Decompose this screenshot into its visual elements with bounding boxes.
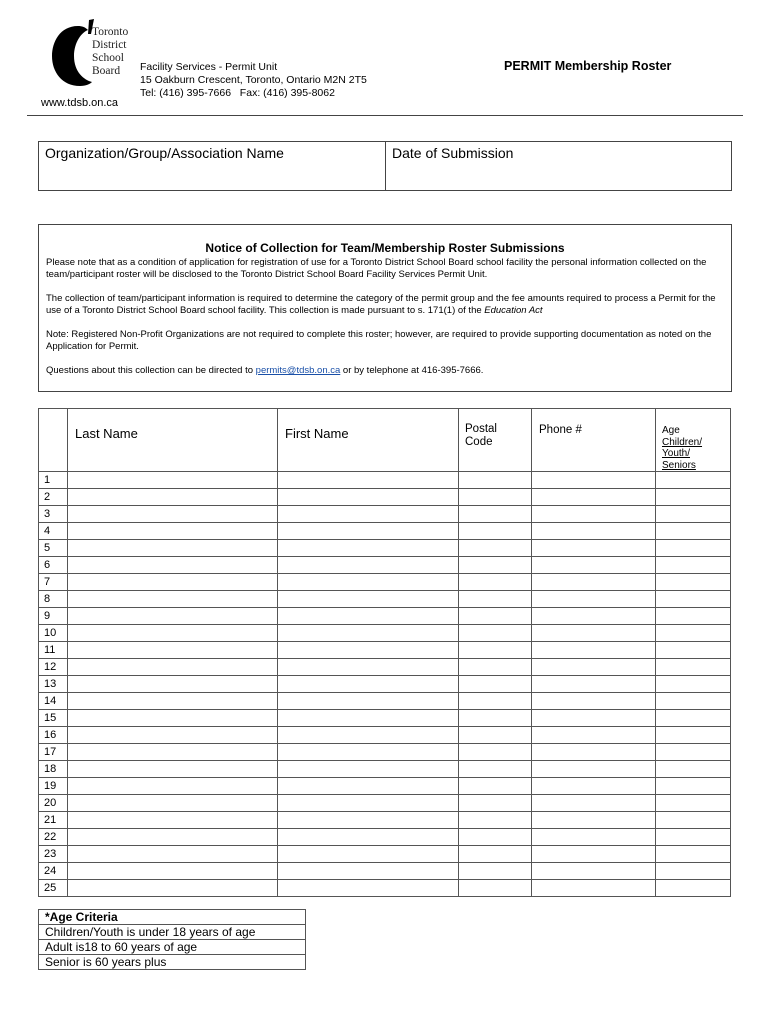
notice-paragraph-2-text: The collection of team/participant information is required to determine the category of the permit group and the fee amounts required to process a Permit for the use of a Toronto District School Board school facility. This collection is made pursuant to s. 171(1) of the <box>46 293 716 316</box>
table-row <box>39 659 731 676</box>
first-name-cell[interactable] <box>278 472 459 489</box>
age-cell[interactable] <box>656 761 731 778</box>
row-number: 4 <box>39 523 68 540</box>
first-name-cell[interactable] <box>278 574 459 591</box>
last-name-cell[interactable] <box>68 778 278 795</box>
row-number: 13 <box>39 676 68 693</box>
membership-roster-table <box>38 408 731 897</box>
postal-code-cell[interactable] <box>459 523 532 540</box>
row-number: 22 <box>39 829 68 846</box>
logo-wordmark <box>92 26 128 78</box>
last-name-cell[interactable] <box>68 540 278 557</box>
postal-code-cell[interactable] <box>459 642 532 659</box>
age-cell[interactable] <box>656 506 731 523</box>
notice-paragraph-1: Please note that as a condition of application for registration of use for a Toronto District School Board school facility the personal information collected on the team/participant roster will be disclosed to the Toronto District School Board Facility Services Permit Unit. <box>46 257 707 280</box>
first-name-cell[interactable] <box>278 676 459 693</box>
last-name-cell[interactable] <box>68 795 278 812</box>
age-cell[interactable] <box>656 795 731 812</box>
age-cell[interactable] <box>656 846 731 863</box>
first-name-cell[interactable] <box>278 710 459 727</box>
age-cell[interactable] <box>656 489 731 506</box>
age-cell[interactable] <box>656 863 731 880</box>
first-name-cell[interactable] <box>278 795 459 812</box>
row-number: 14 <box>39 693 68 710</box>
age-criteria-table <box>38 909 306 970</box>
notice-paragraph-4-text: Questions about this collection can be directed to <box>46 365 256 376</box>
phone-cell[interactable] <box>532 574 656 591</box>
first-name-cell[interactable] <box>278 591 459 608</box>
table-row <box>39 506 731 523</box>
notice-paragraph-3: Note: Registered Non-Profit Organizations are not required to complete this roster; however, are required to provide supporting documentation as noted on the Application for Permit. <box>46 329 712 352</box>
table-row <box>39 863 731 880</box>
first-name-cell[interactable] <box>278 846 459 863</box>
postal-code-cell[interactable] <box>459 659 532 676</box>
last-name-cell[interactable] <box>68 761 278 778</box>
table-row <box>39 642 731 659</box>
age-criteria-children: Children/Youth is under 18 years of age <box>39 925 306 940</box>
phone-cell[interactable] <box>532 642 656 659</box>
first-name-cell[interactable] <box>278 880 459 897</box>
last-name-cell[interactable] <box>68 625 278 642</box>
last-name-cell[interactable] <box>68 489 278 506</box>
age-cell[interactable] <box>656 693 731 710</box>
age-cell[interactable] <box>656 676 731 693</box>
postal-code-cell[interactable] <box>459 846 532 863</box>
row-number: 21 <box>39 812 68 829</box>
address-line-3: Tel: (416) 395-7666 Fax: (416) 395-8062 <box>140 87 335 99</box>
table-row <box>39 795 731 812</box>
age-cell[interactable] <box>656 710 731 727</box>
age-cell[interactable] <box>656 812 731 829</box>
age-criteria-adult: Adult is18 to 60 years of age <box>39 940 306 955</box>
row-number: 17 <box>39 744 68 761</box>
last-name-cell[interactable] <box>68 880 278 897</box>
age-cell[interactable] <box>656 608 731 625</box>
age-cell[interactable] <box>656 625 731 642</box>
phone-cell[interactable] <box>532 710 656 727</box>
permits-email-link[interactable]: permits@tdsb.on.ca <box>255 365 341 376</box>
last-name-cell[interactable] <box>68 608 278 625</box>
age-criteria-senior: Senior is 60 years plus <box>39 955 306 970</box>
first-name-cell[interactable] <box>278 812 459 829</box>
postal-code-cell[interactable] <box>459 489 532 506</box>
age-cell[interactable] <box>656 540 731 557</box>
phone-cell[interactable] <box>532 778 656 795</box>
table-row <box>39 540 731 557</box>
table-row <box>39 676 731 693</box>
row-number: 23 <box>39 846 68 863</box>
postal-code-cell[interactable] <box>459 863 532 880</box>
table-row <box>39 591 731 608</box>
row-number: 16 <box>39 727 68 744</box>
postal-code-cell[interactable] <box>459 574 532 591</box>
table-row <box>39 761 731 778</box>
last-name-cell[interactable] <box>68 642 278 659</box>
table-row <box>39 727 731 744</box>
logo-line-3: School <box>92 52 124 64</box>
age-criteria-title: *Age Criteria <box>39 910 306 925</box>
age-cell[interactable] <box>656 574 731 591</box>
postal-code-cell[interactable] <box>459 829 532 846</box>
logo-line-1: Toronto <box>92 26 129 38</box>
phone-cell[interactable] <box>532 676 656 693</box>
postal-code-cell[interactable] <box>459 540 532 557</box>
notice-of-collection <box>38 224 732 392</box>
phone-cell[interactable] <box>532 795 656 812</box>
row-number: 18 <box>39 761 68 778</box>
header-phone <box>532 409 656 472</box>
education-act-reference: Education Act <box>484 305 543 316</box>
phone-cell[interactable] <box>532 880 656 897</box>
last-name-cell[interactable] <box>68 744 278 761</box>
last-name-cell[interactable] <box>68 506 278 523</box>
roster-header-row <box>39 409 731 472</box>
table-row <box>39 778 731 795</box>
age-cell[interactable] <box>656 778 731 795</box>
notice-paragraph-4-end: or by telephone at 416-395-7666. <box>340 365 484 376</box>
age-youth-label: Youth/ <box>662 448 690 459</box>
address-line-2: 15 Oakburn Crescent, Toronto, Ontario M2N 2T5 <box>140 74 367 86</box>
header-divider <box>27 115 743 116</box>
last-name-cell[interactable] <box>68 574 278 591</box>
age-children-label: Children/ <box>662 436 703 448</box>
first-name-cell[interactable] <box>278 625 459 642</box>
row-number: 3 <box>39 506 68 523</box>
phone-cell[interactable] <box>532 489 656 506</box>
row-number: 15 <box>39 710 68 727</box>
first-name-cell[interactable] <box>278 863 459 880</box>
last-name-cell[interactable] <box>68 812 278 829</box>
phone-cell[interactable] <box>532 540 656 557</box>
postal-code-cell[interactable] <box>459 693 532 710</box>
last-name-cell[interactable] <box>68 710 278 727</box>
last-name-cell[interactable] <box>68 523 278 540</box>
phone-cell[interactable] <box>532 846 656 863</box>
phone-cell[interactable] <box>532 557 656 574</box>
row-number: 11 <box>39 642 68 659</box>
notice-paragraph-2 <box>46 293 728 317</box>
first-name-cell[interactable] <box>278 744 459 761</box>
postal-code-cell[interactable] <box>459 608 532 625</box>
header-postal-code <box>459 409 532 472</box>
postal-code-cell[interactable] <box>459 676 532 693</box>
phone-cell[interactable] <box>532 591 656 608</box>
first-name-cell[interactable] <box>278 727 459 744</box>
organization-section <box>38 141 732 191</box>
phone-cell[interactable] <box>532 744 656 761</box>
row-number: 12 <box>39 659 68 676</box>
age-cell[interactable] <box>656 642 731 659</box>
website-url: www.tdsb.on.ca <box>41 97 119 109</box>
table-row <box>39 693 731 710</box>
age-cell[interactable] <box>656 523 731 540</box>
phone-label: Phone # <box>539 424 582 436</box>
first-name-cell[interactable] <box>278 693 459 710</box>
phone-cell[interactable] <box>532 727 656 744</box>
postal-code-cell[interactable] <box>459 795 532 812</box>
document-title: PERMIT Membership Roster <box>504 59 672 73</box>
postal-code-cell[interactable] <box>459 761 532 778</box>
header-age <box>656 409 731 472</box>
table-row <box>39 489 731 506</box>
table-row <box>39 846 731 863</box>
first-name-cell[interactable] <box>278 540 459 557</box>
last-name-cell[interactable] <box>68 693 278 710</box>
table-row <box>39 557 731 574</box>
logo-line-2: District <box>92 39 127 51</box>
notice-paragraph-4 <box>46 365 728 377</box>
phone-cell[interactable] <box>532 523 656 540</box>
age-cell[interactable] <box>656 727 731 744</box>
phone-cell[interactable] <box>532 693 656 710</box>
postal-code-cell[interactable] <box>459 812 532 829</box>
postal-code-cell[interactable] <box>459 625 532 642</box>
postal-label-line-2: Code <box>465 436 493 448</box>
phone-cell[interactable] <box>532 625 656 642</box>
postal-code-cell[interactable] <box>459 710 532 727</box>
first-name-cell[interactable] <box>278 761 459 778</box>
table-row <box>39 744 731 761</box>
table-row <box>39 812 731 829</box>
header-row-number <box>39 409 68 472</box>
phone-cell[interactable] <box>532 472 656 489</box>
phone-cell[interactable] <box>532 863 656 880</box>
last-name-cell[interactable] <box>68 846 278 863</box>
postal-code-cell[interactable] <box>459 472 532 489</box>
table-row <box>39 608 731 625</box>
age-cell[interactable] <box>656 744 731 761</box>
first-name-cell[interactable] <box>278 778 459 795</box>
address-line-1: Facility Services - Permit Unit <box>140 61 278 73</box>
age-cell[interactable] <box>656 472 731 489</box>
phone-cell[interactable] <box>532 761 656 778</box>
postal-label-line-1: Postal <box>465 423 497 435</box>
postal-code-cell[interactable] <box>459 727 532 744</box>
age-cell[interactable] <box>656 880 731 897</box>
last-name-cell[interactable] <box>68 676 278 693</box>
first-name-cell[interactable] <box>278 659 459 676</box>
first-name-cell[interactable] <box>278 608 459 625</box>
row-number: 19 <box>39 778 68 795</box>
age-cell[interactable] <box>656 829 731 846</box>
phone-cell[interactable] <box>532 659 656 676</box>
date-of-submission-label: Date of Submission <box>392 145 514 161</box>
row-number: 9 <box>39 608 68 625</box>
first-name-cell[interactable] <box>278 489 459 506</box>
age-cell[interactable] <box>656 659 731 676</box>
office-address <box>140 61 367 100</box>
postal-code-cell[interactable] <box>459 744 532 761</box>
row-number: 6 <box>39 557 68 574</box>
phone-cell[interactable] <box>532 829 656 846</box>
age-label: Age <box>662 425 680 436</box>
first-name-cell[interactable] <box>278 829 459 846</box>
table-row <box>39 880 731 897</box>
row-number: 5 <box>39 540 68 557</box>
age-cell[interactable] <box>656 557 731 574</box>
table-row <box>39 523 731 540</box>
first-name-cell[interactable] <box>278 523 459 540</box>
row-number: 1 <box>39 472 68 489</box>
table-row <box>39 625 731 642</box>
phone-cell[interactable] <box>532 506 656 523</box>
last-name-cell[interactable] <box>68 727 278 744</box>
row-number: 24 <box>39 863 68 880</box>
org-date-divider <box>385 142 386 190</box>
row-number: 7 <box>39 574 68 591</box>
organization-name-label: Organization/Group/Association Name <box>45 145 284 161</box>
header-first-name <box>278 409 459 472</box>
postal-code-cell[interactable] <box>459 506 532 523</box>
first-name-cell[interactable] <box>278 557 459 574</box>
row-number: 25 <box>39 880 68 897</box>
logo-line-4: Board <box>92 65 121 77</box>
postal-code-cell[interactable] <box>459 557 532 574</box>
postal-code-cell[interactable] <box>459 778 532 795</box>
last-name-cell[interactable] <box>68 863 278 880</box>
phone-cell[interactable] <box>532 812 656 829</box>
last-name-cell[interactable] <box>68 591 278 608</box>
first-name-cell[interactable] <box>278 506 459 523</box>
last-name-cell[interactable] <box>68 557 278 574</box>
last-name-cell[interactable] <box>68 472 278 489</box>
table-row <box>39 710 731 727</box>
row-number: 8 <box>39 591 68 608</box>
table-row <box>39 472 731 489</box>
header-last-name <box>68 409 278 472</box>
first-name-label: First Name <box>285 426 349 441</box>
table-row <box>39 829 731 846</box>
last-name-cell[interactable] <box>68 829 278 846</box>
last-name-label: Last Name <box>75 426 138 441</box>
age-seniors-label: Seniors <box>662 459 696 471</box>
first-name-cell[interactable] <box>278 642 459 659</box>
postal-code-cell[interactable] <box>459 591 532 608</box>
notice-title: Notice of Collection for Team/Membership Roster Submissions <box>205 241 565 255</box>
last-name-cell[interactable] <box>68 659 278 676</box>
age-cell[interactable] <box>656 591 731 608</box>
row-number: 2 <box>39 489 68 506</box>
table-row <box>39 574 731 591</box>
row-number: 10 <box>39 625 68 642</box>
row-number: 20 <box>39 795 68 812</box>
postal-code-cell[interactable] <box>459 880 532 897</box>
phone-cell[interactable] <box>532 608 656 625</box>
